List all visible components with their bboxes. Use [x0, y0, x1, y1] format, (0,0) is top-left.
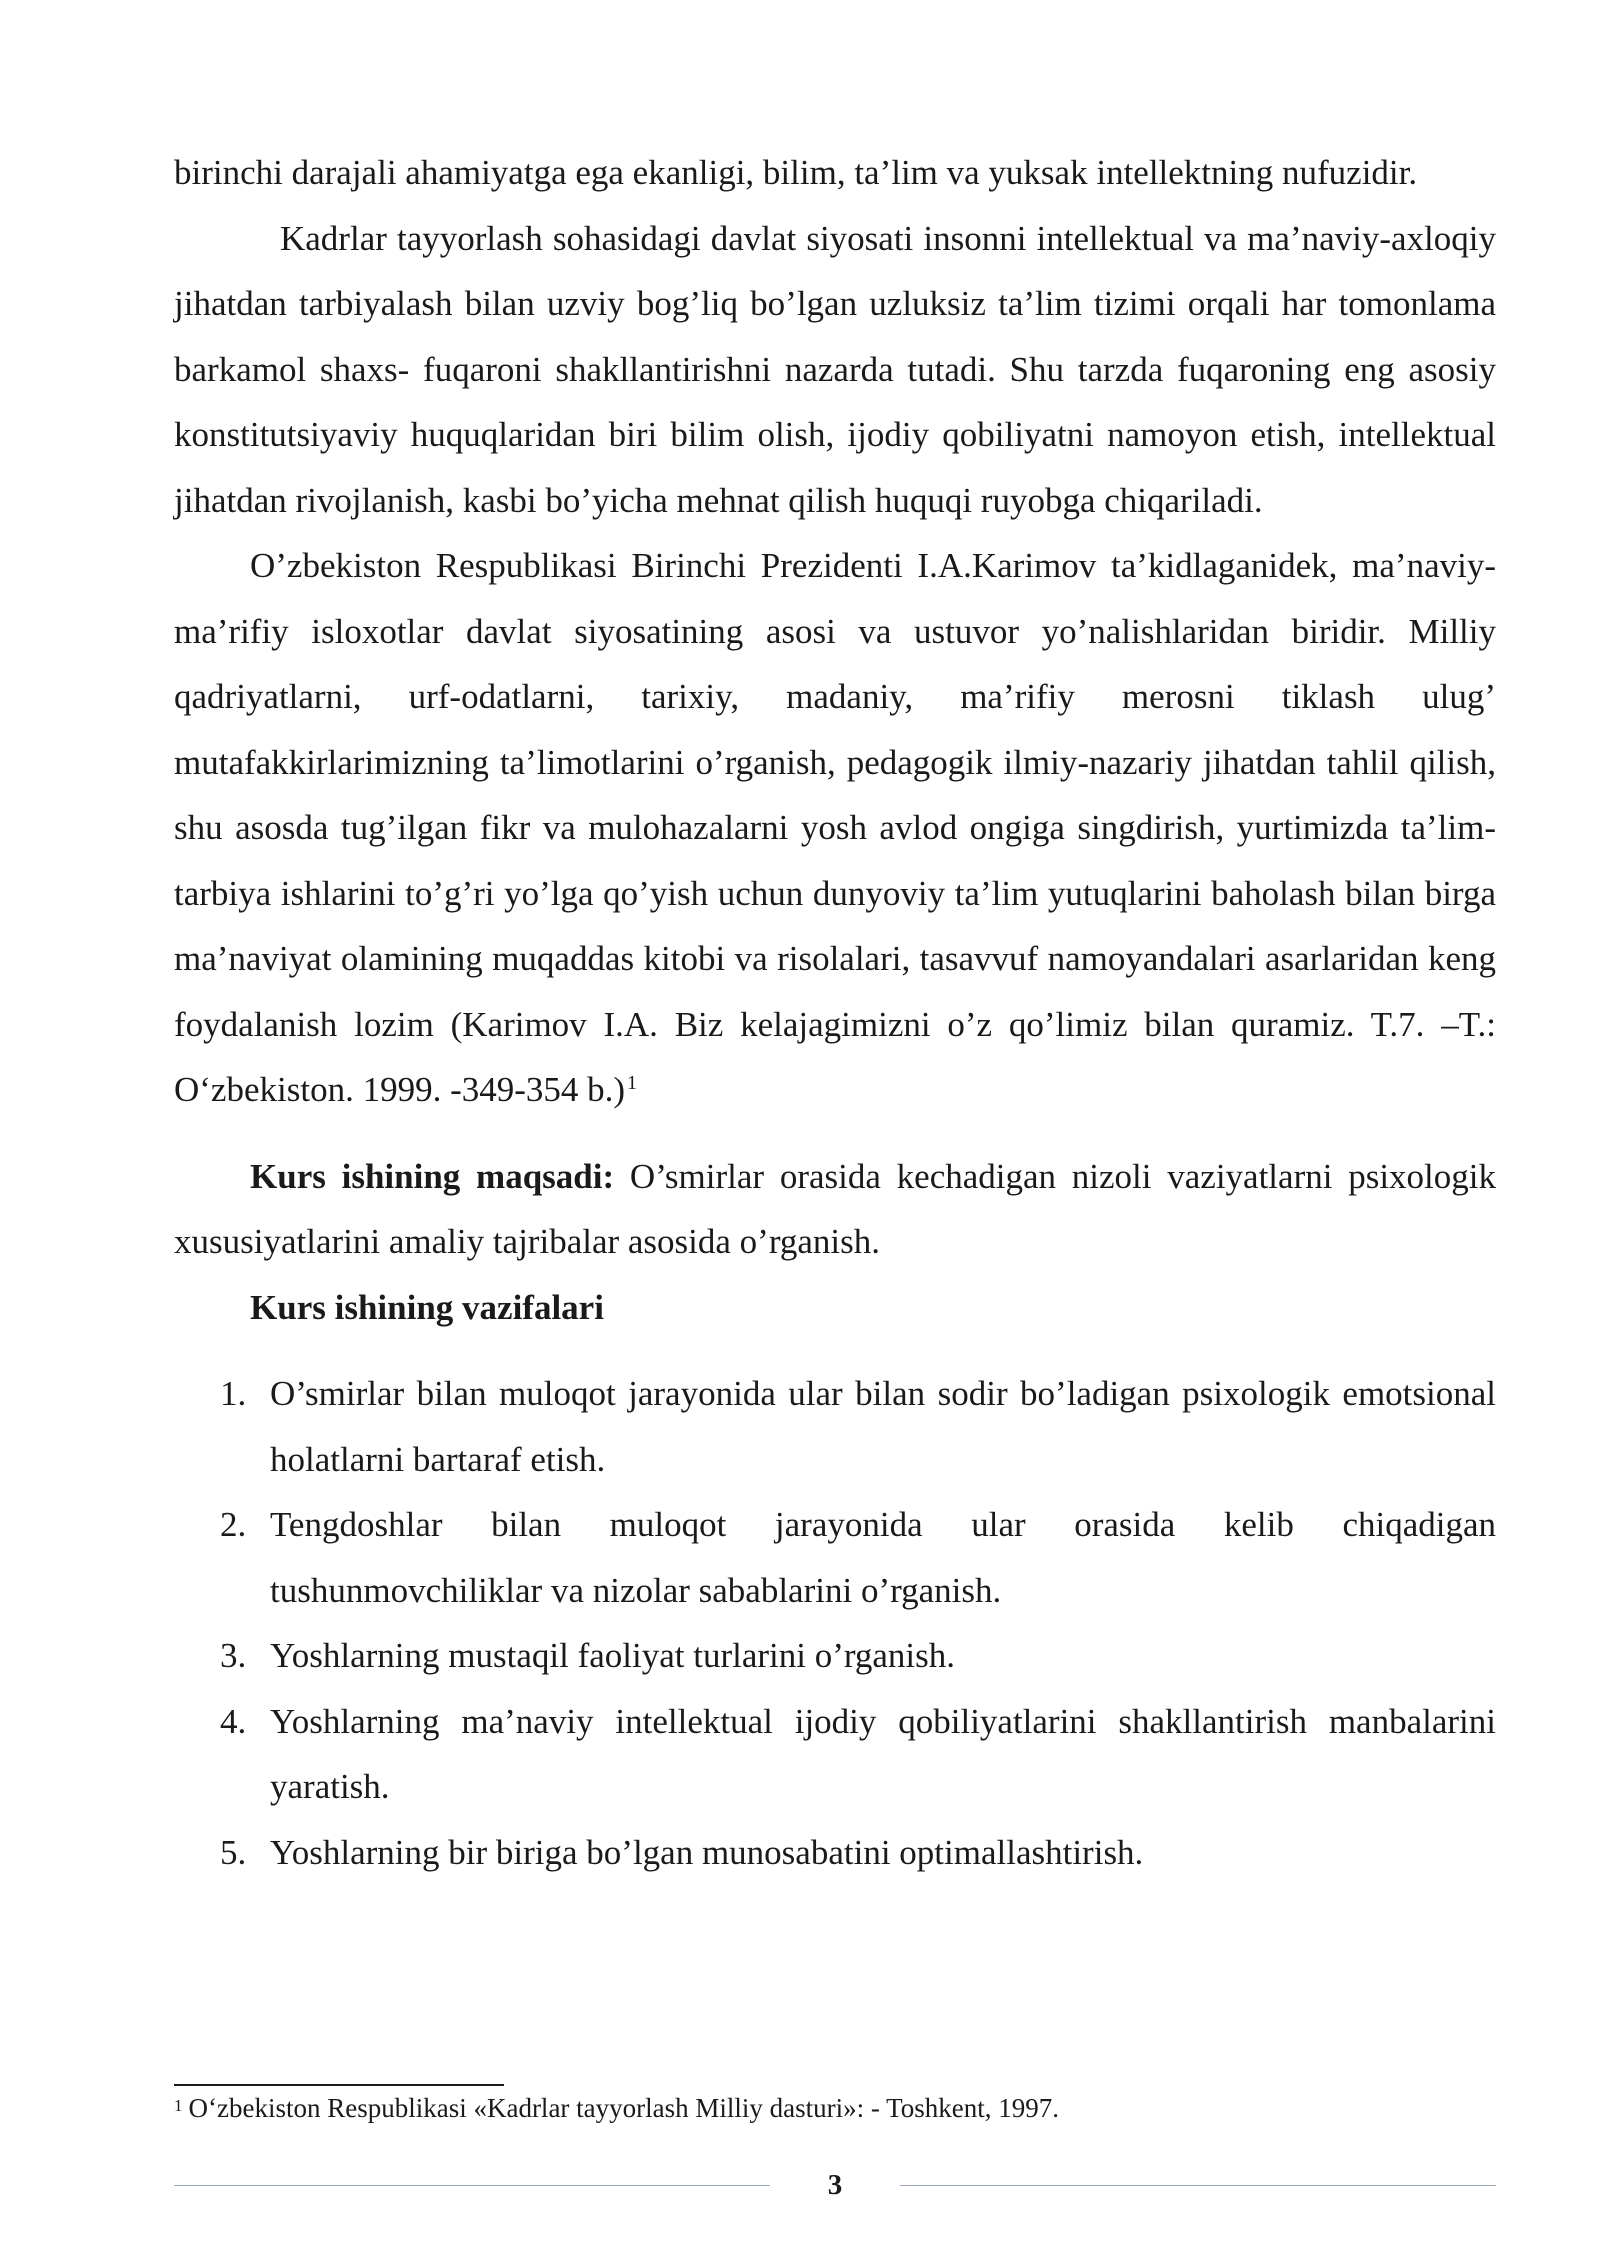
footnote — [174, 2088, 1496, 2128]
tasks-heading: Kurs ishining vazifalari — [250, 1287, 604, 1327]
list-item — [174, 1492, 1496, 1623]
paragraph-intro: birinchi darajali ahamiyatga ega ekanligi, bilim, ta’lim va yuksak intellektning nufuzidir. — [174, 153, 1418, 192]
list-item-number: 2. — [220, 1505, 247, 1544]
list-item-text: Yoshlarning mustaqil faoliyat turlarini o’rganish. — [270, 1636, 956, 1675]
paragraph-karimov-text: O’zbekiston Respublikasi Birinchi Prezidenti I.A.Karimov ta’kidlaganidek, ma’naviy-ma’rifiy isloxotlar davlat siyosatining asosi va ustuvor yo’nalishlaridan biridir. Milliy qadriyatlarni, urf-odatlarni, tarixiy, madaniy, ma’rifiy merosni tiklash ulug’ mutafakkirlarimizning ta’limotlarini o’rganish, pedagogik ilmiy-nazariy jihatdan tahlil qilish, shu asosda tug’ilgan fikr va mulohazalarni yosh avlod ongiga singdirish, yurtimizda ta’lim-tarbiya ishlarini to’g’ri yo’lga qo’yish uchun dunyoviy ta’lim yutuqlarini baholash bilan birga ma’naviyat olamining muqaddas kitobi va risolalari, tasavvuf namoyandalari asarlaridan keng foydalanish lozim (Karimov I.A. Biz kelajagimizni o’z qo’limiz bilan quramiz. T.7. –T.: O‘zbekiston. 1999. -349-354 b.) — [174, 546, 1496, 1109]
list-item-text: Yoshlarning bir biriga bo’lgan munosabatini optimallashtirish. — [270, 1832, 1144, 1872]
list-item-number: 1. — [220, 1374, 247, 1413]
footnote-text: O‘zbekiston Respublikasi «Kadrlar tayyorlash Milliy dasturi»: - Toshkent, 1997. — [188, 2093, 1059, 2123]
paragraph-karimov-quote — [174, 533, 1496, 1123]
footnote-reference[interactable]: 1 — [627, 1072, 638, 1094]
list-item-number: 5. — [220, 1832, 247, 1872]
list-item — [174, 1689, 1496, 1820]
goal-text: O’smirlar orasida kechadigan nizoli vaziyatlarni psixologik xususiyatlarini amaliy tajribalar asosida o’rganish. — [174, 1156, 1497, 1261]
footer-divider-left — [174, 2185, 770, 2186]
footnote-separator — [174, 2084, 504, 2086]
paragraph-goal — [174, 1144, 1496, 1275]
list-item — [174, 1361, 1496, 1492]
list-item-number: 3. — [220, 1636, 247, 1675]
page-number: 3 — [827, 2169, 843, 2201]
list-item-number: 4. — [220, 1701, 247, 1741]
list-item — [174, 1623, 1496, 1689]
goal-label: Kurs ishining maqsadi: — [250, 1156, 615, 1196]
list-item-text: Yoshlarning ma’naviy intellektual ijodiy qobiliyatlarini shakllantirish manbalarini yaratish. — [270, 1701, 1496, 1806]
list-item-text: O’smirlar bilan muloqot jarayonida ular bilan sodir bo’ladigan psixologik emotsional holatlarni bartaraf etish. — [270, 1374, 1496, 1479]
list-item — [174, 1820, 1496, 1886]
footer-divider-right — [900, 2185, 1496, 2186]
paragraph-cadre-policy: Kadrlar tayyorlash sohasidagi davlat siyosati insonni intellektual va ma’naviy-axloqiy jihatdan tarbiyalash bilan uzviy bog’liq bo’lgan uzluksiz ta’lim tizimi orqali har tomonlama barkamol shaxs- fuqaroni shakllantirishni nazarda tutadi. Shu tarzda fuqaroning eng asosiy konstitutsiyaviy huquqlaridan biri bilim olish, ijodiy qobiliyatni namoyon etish, intellektual jihatdan rivojlanish, kasbi bo’yicha mehnat qilish huquqi ruyobga chiqariladi. — [174, 218, 1496, 520]
footnote-mark: 1 — [174, 2096, 183, 2115]
document-body — [174, 140, 1496, 1885]
list-item-text: Tengdoshlar bilan muloqot jarayonida ular orasida kelib chiqadigan tushunmovchiliklar va nizolar sabablarini o’rganish. — [270, 1505, 1496, 1610]
tasks-list — [174, 1361, 1496, 1885]
